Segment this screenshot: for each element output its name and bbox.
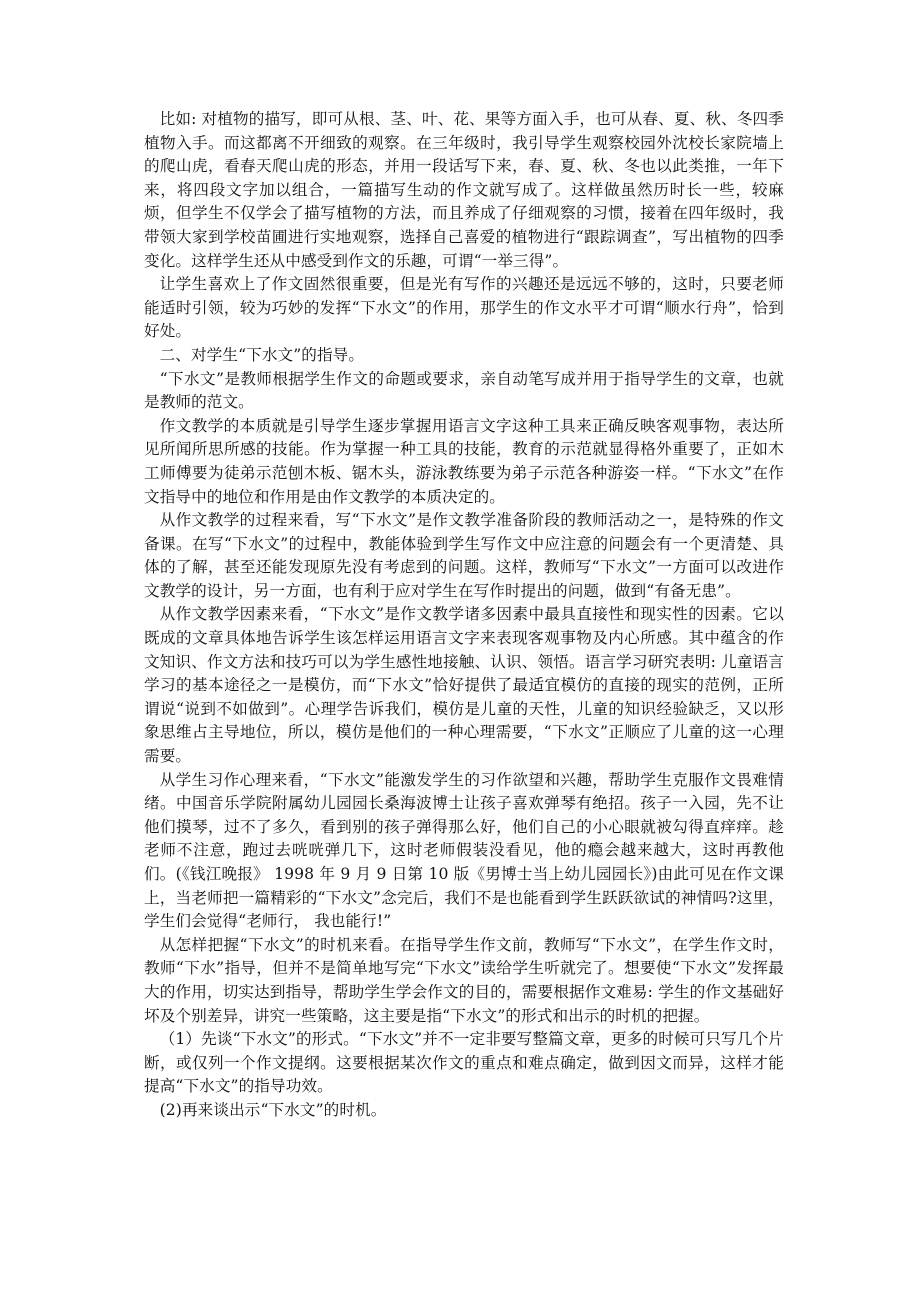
paragraph-definition: “下水文”是教师根据学生作文的命题或要求，亲自动笔写成并用于指导学生的文章，也就是教师的范文。 — [144, 369, 784, 412]
paragraph-student-psychology: 从学生习作心理来看，“下水文”能激发学生的习作欲望和兴趣，帮助学生克服作文畏难情绪。中国音乐学院附属幼儿园园长桑海波博士让孩子喜欢弹琴有绝招。孩子一入园，先不让他们摸琴，过不了多久，看到别的孩子弹得那么好，他们自己的小心眼就被勾得直痒痒。趁老师不注意，跑过去咣咣弹几下，这时老师假装没看见，他的瘾会越来越大，这时再教他们。(《钱江晚报》 1998 年 9 月 9 日第 10 版《男博士当上幼儿园园长》)由此可见在作文课上，当老师把一篇精彩的“下水文”念完后，我们不是也能看到学生跃跃欲试的神情吗?这里，学生们会觉得“老师行， 我也能行!” — [144, 770, 784, 931]
paragraph-guidance-importance: 让学生喜欢上了作文固然很重要，但是光有写作的兴趣还是远远不够的，这时，只要老师能适时引领，较为巧妙的发挥“下水文”的作用，那学生的作文水平才可谓“顺水行舟”，恰到好处。 — [144, 275, 784, 341]
paragraph-teaching-essence: 作文教学的本质就是引导学生逐步掌握用语言文字这种工具来正确反映客观事物，表达所见所闻所思所感的技能。作为掌握一种工具的技能，教育的示范就显得格外重要了，正如木工师傅要为徒弟示范刨木板、锯木头，游泳教练要为弟子示范各种游姿一样。“下水文”在作文指导中的地位和作用是由作文教学的本质决定的。 — [144, 416, 784, 506]
paragraph-presentation-timing: (2)再来谈出示“下水文”的时机。 — [159, 1100, 387, 1119]
paragraph-timing: 从怎样把握“下水文”的时机来看。在指导学生作文前，教师写“下水文”，在学生作文时，教师“下水”指导，但并不是简单地写完“下水文”读给学生听就完了。想要使“下水文”发挥最大的作用，切实达到指导，帮助学生学会作文的目的，需要根据作文难易: 学生的作文基础好坏及个别差异，讲究一些策略，这主要是指“下水文”的形式和出示的时机的把握。 — [144, 935, 784, 1025]
section-heading-two: 二、对学生“下水文”的指导。 — [159, 345, 365, 364]
document-page — [144, 108, 784, 1123]
paragraph-plant-description: 比如: 对植物的描写，即可从根、茎、叶、花、果等方面入手，也可从春、夏、秋、冬四季植物入手。而这都离不开细致的观察。在三年级时，我引导学生观察校园外沈校长家院墙上的爬山虎，看春天爬山虎的形态，并用一段话写下来，春、夏、秋、冬也以此类推，一年下来，将四段文字加以组合，一篇描写生动的作文就写成了。这样做虽然历时长一些，较麻烦，但学生不仅学会了描写植物的方法，而且养成了仔细观察的习惯，接着在四年级时，我带领大家到学校苗圃进行实地观察，选择自己喜爱的植物进行“跟踪调查”，写出植物的四季变化。这样学生还从中感受到作文的乐趣，可谓“一举三得”。 — [144, 110, 784, 270]
paragraph-form: （1）先谈“下水文”的形式。“下水文”并不一定非要写整篇文章，更多的时候可只写几个片断，或仅列一个作文提纲。这要根据某次作文的重点和难点确定，做到因文而异，这样才能提高“下水文”的指导功效。 — [144, 1030, 784, 1096]
paragraph-teaching-factors: 从作文教学因素来看，“下水文”是作文教学诸多因素中最具直接性和现实性的因素。它以既成的文章具体地告诉学生该怎样运用语言文字来表现客观事物及内心所感。其中蕴含的作文知识、作文方法和技巧可以为学生感性地接触、认识、领悟。语言学习研究表明: 儿童语言学习的基本途径之一是模仿，而“下水文”恰好提供了最适宜模仿的直接的现实的范例，正所谓说“说到不如做到”。心理学告诉我们，模仿是儿童的天性，儿童的知识经验缺乏，又以形象思维占主导地位，所以，模仿是他们的一种心理需要，“下水文”正顺应了儿童的这一心理需要。 — [144, 605, 784, 766]
paragraph-teaching-process: 从作文教学的过程来看，写“下水文”是作文教学准备阶段的教师活动之一，是特殊的作文备课。在写“下水文”的过程中，教能体验到学生写作文中应注意的问题会有一个更清楚、具体的了解，甚至还能发现原先没有考虑到的问题。这样，教师写“下水文”一方面可以改进作文教学的设计，另一方面，也有利于应对学生在写作时提出的问题，做到“有备无患”。 — [144, 511, 784, 600]
